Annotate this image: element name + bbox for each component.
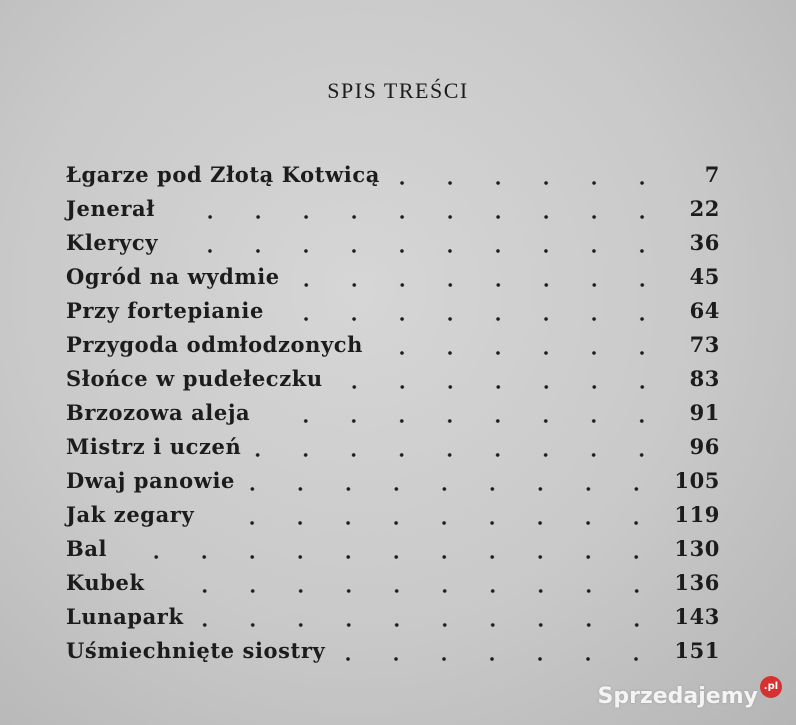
entry-page: 7 [704, 162, 720, 187]
dot-leader [264, 418, 666, 424]
toc-entry [66, 638, 720, 672]
dot-leader [159, 588, 661, 594]
dot-leader [294, 282, 666, 288]
toc-entry [66, 366, 720, 400]
dot-leader [172, 248, 666, 254]
toc-entry [66, 264, 720, 298]
toc-entry [66, 298, 720, 332]
toc-entry [66, 434, 720, 468]
entry-title: Przygoda odmłodzonych [66, 332, 364, 357]
dot-leader [121, 554, 660, 560]
dot-leader [394, 180, 666, 186]
watermark-name: Sprzedajemy [597, 684, 758, 709]
entry-title: Słońce w pudełeczku [66, 366, 323, 391]
toc-entry [66, 332, 720, 366]
toc-entry [66, 162, 720, 196]
toc-entry [66, 570, 720, 604]
toc-entry [66, 230, 720, 264]
entry-title: Lunapark [66, 604, 184, 629]
dot-leader [169, 214, 666, 220]
dot-leader [337, 384, 666, 390]
toc-entry [66, 400, 720, 434]
entry-page: 36 [689, 230, 720, 255]
entry-title: Łgarze pod Złotą Kotwicą [66, 162, 380, 187]
entry-title: Brzozowa aleja [66, 400, 251, 425]
entry-page: 130 [674, 536, 720, 561]
entry-page: 45 [689, 264, 720, 289]
entry-title: Klerycy [66, 230, 159, 255]
toc-entry [66, 604, 720, 638]
entry-title: Jak zegary [66, 502, 195, 527]
dot-leader [339, 656, 660, 662]
entry-page: 22 [689, 196, 720, 221]
toc-entry [66, 502, 720, 536]
dot-leader [208, 520, 660, 526]
entry-page: 151 [674, 638, 720, 663]
entry-page: 136 [674, 570, 720, 595]
toc-entry [66, 196, 720, 230]
dot-leader [278, 316, 666, 322]
dot-leader [249, 486, 660, 492]
watermark-suffix: .pl [760, 676, 782, 698]
dot-leader [198, 622, 661, 628]
page-title: SPIS TREŚCI [327, 78, 469, 103]
entry-page: 96 [689, 434, 720, 459]
entry-page: 143 [674, 604, 720, 629]
entry-title: Mistrz i uczeń [66, 434, 242, 459]
dot-leader [377, 350, 666, 356]
entry-title: Bal [66, 536, 108, 561]
toc-entry [66, 536, 720, 570]
entry-page: 64 [689, 298, 720, 323]
entry-page: 91 [689, 400, 720, 425]
entry-title: Dwaj panowie [66, 468, 235, 493]
entry-page: 83 [689, 366, 720, 391]
entry-title: Kubek [66, 570, 145, 595]
entry-title: Uśmiechnięte siostry [66, 638, 326, 663]
watermark-logo [597, 681, 783, 710]
entry-page: 73 [689, 332, 720, 357]
toc-entry [66, 468, 720, 502]
dot-leader [255, 452, 666, 458]
entry-page: 119 [674, 502, 720, 527]
entry-title: Przy fortepianie [66, 298, 264, 323]
table-of-contents [66, 162, 720, 672]
entry-page: 105 [674, 468, 720, 493]
entry-title: Jenerał [66, 196, 155, 221]
entry-title: Ogród na wydmie [66, 264, 280, 289]
